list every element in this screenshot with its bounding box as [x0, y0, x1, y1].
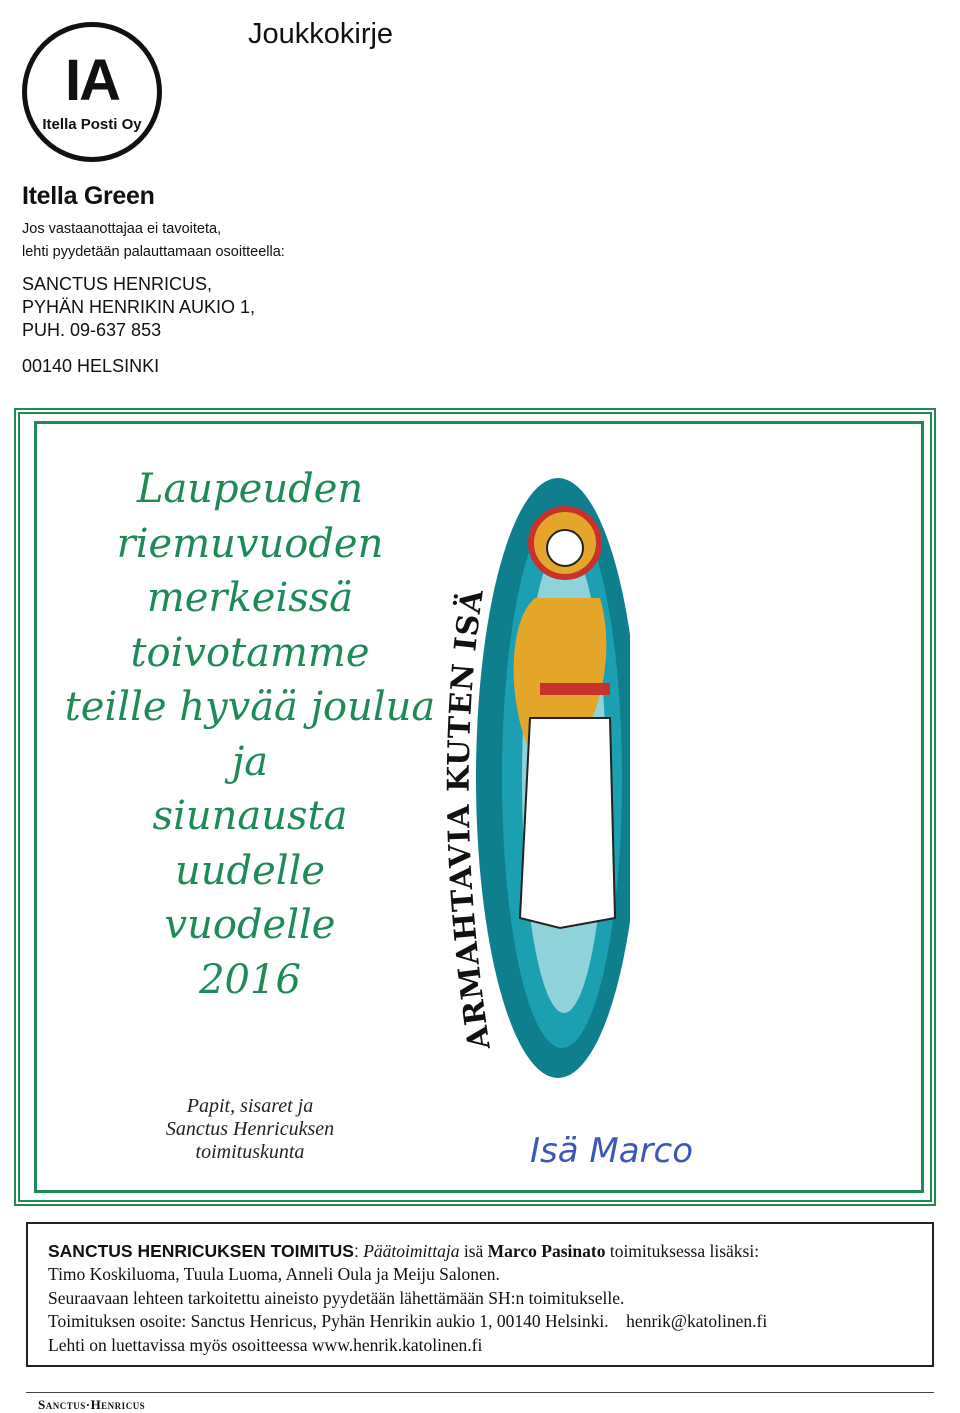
greeting-line: merkeissä — [146, 575, 354, 621]
logo-caption-path: ARMAHTAVIA KUTEN ISÄ — [441, 586, 498, 1052]
editorial-line: Seuraavaan lehteen tarkoitettu aineisto pyydetään lähettämään SH:n toimitukselle. — [48, 1287, 625, 1308]
postal-brand: Itella Green — [22, 182, 155, 210]
greeting-line: Laupeuden — [136, 466, 364, 512]
footer-rule — [26, 1392, 934, 1393]
editor-prefix: isä — [463, 1241, 484, 1261]
greeting-line: toivotamme — [130, 629, 370, 676]
editorial-address: Toimituksen osoite: Sanctus Henricus, Pyhän Henrikin aukio 1, 00140 Helsinki. — [48, 1311, 609, 1332]
editorial-line: SANCTUS HENRICUKSEN TOIMITUS: Päätoimittaja isä Marco Pasinato toimituksessa lisäksi: — [48, 1241, 760, 1261]
signature — [530, 1120, 790, 1180]
editor-name: Marco Pasinato — [487, 1241, 606, 1261]
return-address-line: PUH. 09-637 853 — [22, 320, 162, 340]
editorial-line — [48, 1310, 912, 1333]
return-note-line: Jos vastaanottajaa ei tavoiteta, — [22, 221, 222, 237]
greeting-line: riemuvuoden — [116, 520, 384, 567]
greeting-line: vuodelle — [164, 902, 336, 948]
senders-line: Sanctus Henricuksen — [165, 1118, 335, 1140]
return-address-line: SANCTUS HENRICUS, — [22, 274, 213, 294]
editorial-email: henrik@katolinen.fi — [626, 1311, 768, 1332]
greeting-line: ja — [231, 738, 269, 785]
logo-face — [547, 530, 583, 566]
editorial-heading: SANCTUS HENRICUKSEN TOIMITUS — [48, 1241, 354, 1261]
logo-robe — [520, 718, 615, 928]
editor-suffix: toimituksessa lisäksi: — [609, 1241, 760, 1261]
return-address-line: 00140 HELSINKI — [22, 356, 160, 376]
stamp-name: Itella Posti Oy — [42, 115, 142, 133]
return-address-line: PYHÄN HENRIKIN AUKIO 1, — [22, 297, 256, 317]
editorial-line: Timo Koskiluoma, Tuula Luoma, Anneli Oula ja Meiju Salonen. — [48, 1264, 500, 1285]
senders-line: toimituskunta — [195, 1141, 305, 1163]
greeting-line: siunausta — [152, 793, 348, 839]
footer-masthead: Sanctus·Henricus — [38, 1397, 146, 1412]
senders — [80, 1095, 420, 1164]
stamp-mark: IA — [65, 47, 119, 113]
editor-role: Päätoimittaja — [363, 1241, 460, 1261]
signature-text: Isä Marco — [530, 1131, 694, 1171]
postage-stamp — [22, 22, 162, 162]
greeting-line: uudelle — [174, 847, 326, 894]
document-title: Joukkokirje — [248, 18, 394, 50]
senders-line: Papit, sisaret ja — [186, 1095, 314, 1117]
editorial-box — [26, 1222, 934, 1367]
return-note-line: lehti pyydetään palauttamaan osoitteella: — [22, 244, 285, 260]
logo-sash — [540, 683, 610, 695]
greeting-text — [40, 462, 460, 1007]
greeting-line: 2016 — [199, 956, 301, 1003]
editorial-line: Lehti on luettavissa myös osoitteessa www.henrik.katolinen.fi — [48, 1334, 483, 1355]
greeting-line: teille hyvää joulua — [64, 684, 436, 730]
jubilee-of-mercy-logo — [440, 448, 630, 1108]
